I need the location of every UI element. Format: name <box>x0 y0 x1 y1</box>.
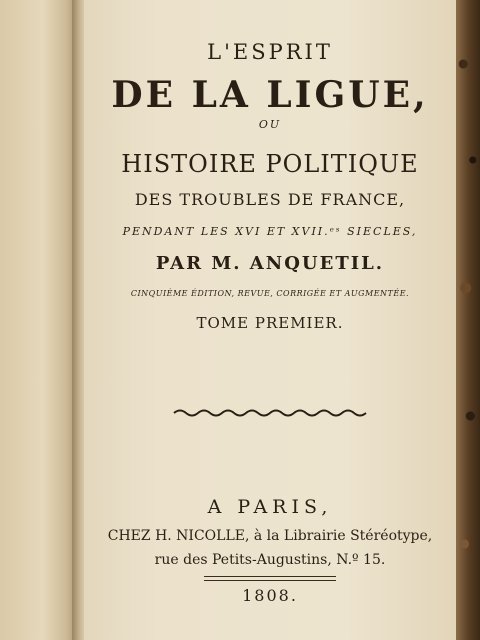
imprint-city: A PARIS, <box>207 496 333 518</box>
double-rule-bottom <box>204 580 336 581</box>
period-line: PENDANT LES XVI ET XVII.ᵉˢ SIECLES, <box>122 225 418 238</box>
title-page <box>84 0 456 640</box>
double-rule-top <box>204 576 336 577</box>
title-line-1: L'ESPRIT <box>207 40 333 64</box>
imprint-year: 1808. <box>242 586 298 605</box>
title-line-2: DE LA LIGUE, <box>111 74 429 116</box>
subtitle-line-1: HISTOIRE POLITIQUE <box>121 150 419 178</box>
marbled-binding-edge <box>456 0 480 640</box>
volume-line: TOME PREMIER. <box>196 314 344 332</box>
imprint-publisher-2: rue des Petits-Augustins, N.º 15. <box>154 552 386 568</box>
author-line: PAR M. ANQUETIL. <box>155 253 385 274</box>
title-connector: OU <box>258 118 282 131</box>
wave-ornament <box>172 408 368 418</box>
facing-page <box>0 0 78 640</box>
subtitle-line-2: DES TROUBLES DE FRANCE, <box>134 190 406 209</box>
edition-line: CINQUIÈME ÉDITION, REVUE, CORRIGÉE ET AUGMENTÉE. <box>130 289 410 298</box>
imprint-publisher-1: CHEZ H. NICOLLE, à la Librairie Stéréotype, <box>107 528 433 544</box>
